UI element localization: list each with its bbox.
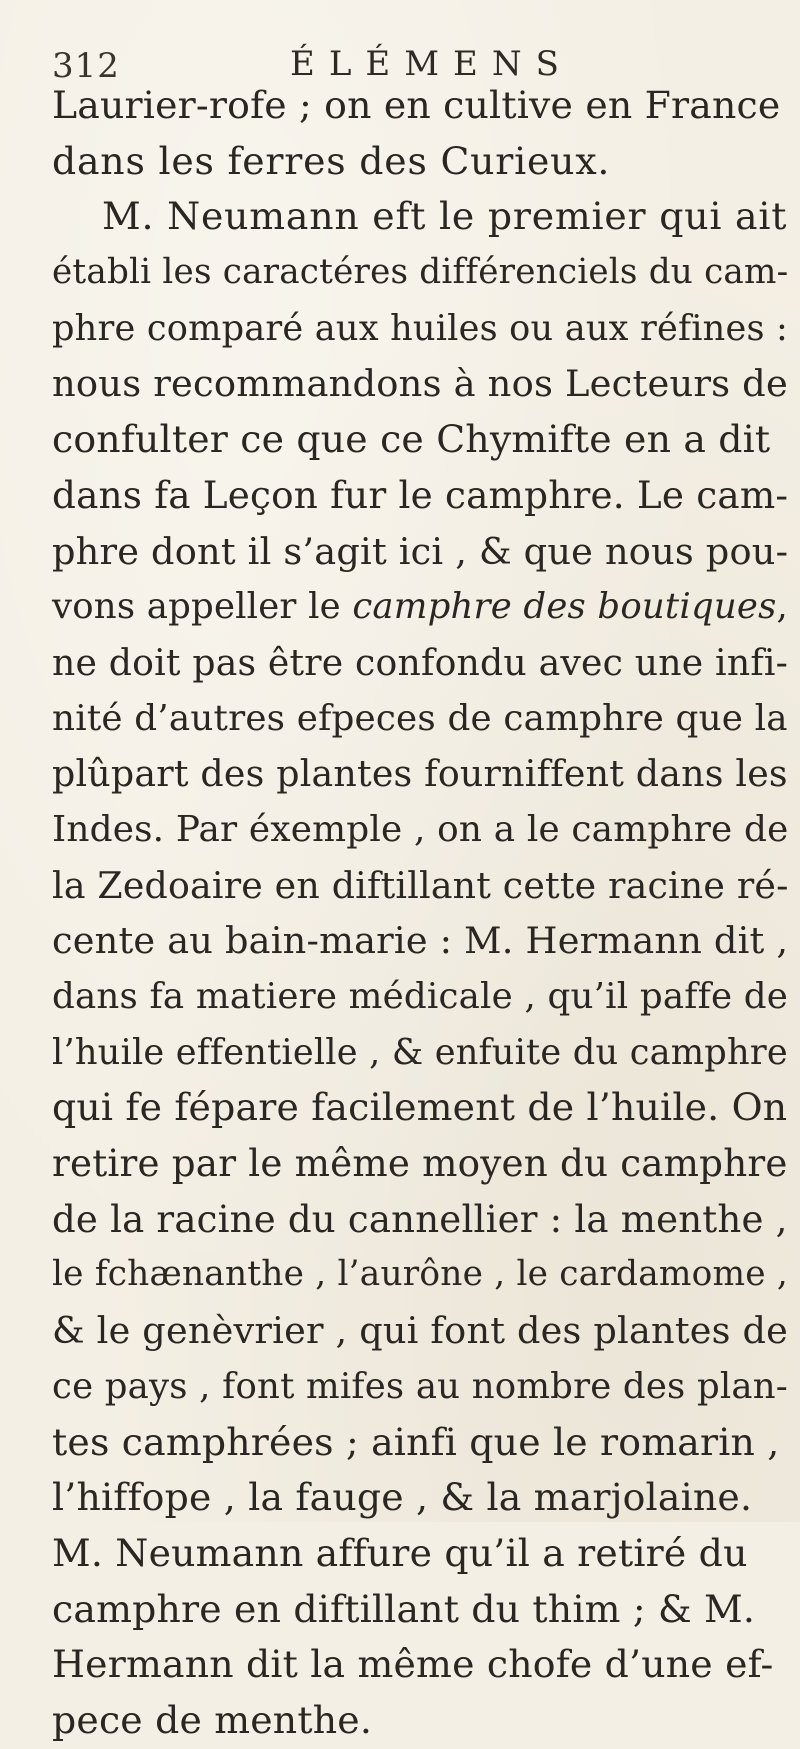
- body-text: [52, 78, 792, 1749]
- text-line: cente au bain-marie : M. Hermann dit ,: [52, 919, 789, 963]
- text-line: l’hiffope , la fauge , & la marjolaine.: [52, 1475, 753, 1520]
- text-line: de la racine du cannellier : la menthe ,: [52, 1197, 788, 1241]
- text-line: l’huile effentielle , & enfuite du camphre: [52, 1031, 788, 1073]
- text-line: Laurier-rofe ; on en cultive en France: [52, 83, 781, 127]
- text-line: phre dont il s’agit ici , & que nous pou-: [52, 529, 789, 573]
- italic-phrase: camphre des boutiques: [352, 586, 777, 628]
- text-line: camphre en diftillant du thim ; & M.: [52, 1586, 756, 1631]
- text-line: la Zedoaire en diftillant cette racine ré-: [52, 863, 789, 907]
- text-line: ne doit pas être confondu avec une infi-: [52, 640, 789, 684]
- text-segment: vons appeller le: [52, 586, 341, 628]
- text-line: confulter ce que ce Chymifte en a dit: [52, 417, 771, 462]
- running-title: ÉLÉMENS: [290, 44, 573, 84]
- text-line: nité d’autres efpeces de camphre que la: [52, 697, 788, 739]
- text-line: ce pays , font mifes au nombre des plan-: [52, 1365, 789, 1407]
- text-line: dans fa Leçon fur le camphre. Le cam-: [52, 472, 789, 517]
- text-line-with-italic: [52, 579, 792, 635]
- text-line: le fchænanthe , l’aurône , le cardamome ,: [52, 1254, 789, 1295]
- text-line: nous recommandons à nos Lecteurs de: [52, 362, 788, 406]
- text-line: Indes. Par éxemple , on a le camphre de: [52, 808, 789, 850]
- text-line: qui fe fépare facilement de l’huile. On: [52, 1085, 788, 1130]
- text-line: dans les ferres des Curieux.: [52, 138, 611, 183]
- text-segment: ,: [776, 586, 789, 628]
- page-number: 312: [52, 46, 120, 86]
- text-line: dans fa matiere médicale , qu’il paffe de: [52, 976, 789, 1017]
- text-line: Hermann dit la même chofe d’une ef-: [52, 1642, 774, 1687]
- text-line: pece de menthe.: [52, 1697, 373, 1742]
- text-line: plûpart des plantes fourniffent dans les: [52, 752, 788, 796]
- text-line: établi les caractéres différenciels du cam-: [52, 252, 789, 293]
- text-line: phre comparé aux huiles ou aux réfines :: [52, 307, 789, 349]
- text-line: & le genèvrier , qui font des plantes de: [52, 1309, 789, 1353]
- paragraph-start-line: M. Neumann eft le premier qui ait: [102, 194, 788, 239]
- text-line: retire par le même moyen du camphre: [52, 1141, 788, 1186]
- text-line: tes camphrées ; ainfi que le romarin ,: [52, 1419, 780, 1464]
- text-line: M. Neumann affure qu’il a retiré du: [52, 1530, 748, 1575]
